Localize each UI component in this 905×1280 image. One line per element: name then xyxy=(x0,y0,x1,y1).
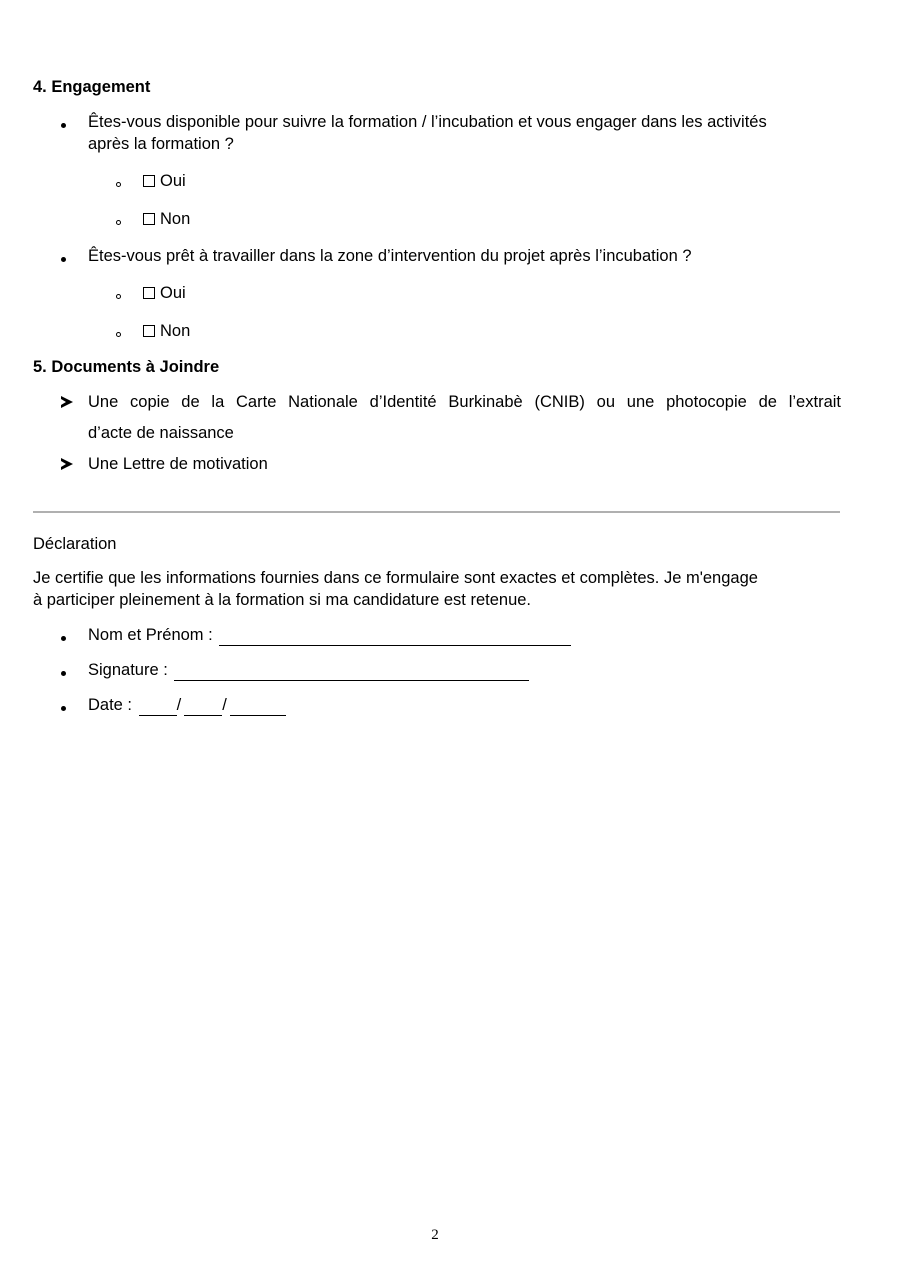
section-5-title: 5. Documents à Joindre xyxy=(33,358,220,376)
sub-bullet xyxy=(116,332,121,337)
question-availability: Êtes-vous disponible pour suivre la formation / l’incubation et vous engager dans les activités xyxy=(88,113,767,131)
declaration-heading: Déclaration xyxy=(33,535,117,553)
document-motivation-letter: Une Lettre de motivation xyxy=(88,455,268,473)
declaration-text-cont: à participer pleinement à la formation si ma candidature est retenue. xyxy=(33,591,532,609)
arrow-bullet-icon xyxy=(61,396,73,408)
bullet xyxy=(61,671,66,676)
sub-bullet xyxy=(116,220,121,225)
bullet xyxy=(61,636,66,641)
horizontal-divider xyxy=(33,511,840,513)
option-label: Non xyxy=(160,210,191,228)
name-field-blank[interactable] xyxy=(219,628,571,646)
document-cnib-cont: d’acte de naissance xyxy=(88,424,234,442)
date-year-blank[interactable] xyxy=(230,698,286,716)
option-label: Oui xyxy=(160,172,186,190)
section-4-title: 4. Engagement xyxy=(33,78,151,96)
declaration-text: Je certifie que les informations fournies dans ce formulaire sont exactes et complètes. Je m'engage xyxy=(33,569,758,587)
sub-bullet xyxy=(116,294,121,299)
signature-field-label: Signature : xyxy=(88,661,168,679)
sub-bullet xyxy=(116,182,121,187)
date-separator: / xyxy=(176,696,182,714)
bullet xyxy=(61,706,66,711)
option-q2-yes[interactable] xyxy=(143,282,186,304)
bullet xyxy=(61,123,66,128)
checkbox-q2-no[interactable] xyxy=(143,325,155,337)
date-field-label: Date : xyxy=(88,696,133,714)
document-cnib-text: Une copie de la Carte Nationale d’Identité Burkinabè (CNIB) ou une photocopie de l’extrait xyxy=(88,393,841,411)
page-number: 2 xyxy=(431,1227,439,1243)
signature-field-blank[interactable] xyxy=(174,663,529,681)
document-cnib xyxy=(88,391,841,413)
signature-field-row xyxy=(88,659,529,681)
option-q2-no[interactable] xyxy=(143,320,190,342)
date-field-row xyxy=(88,694,286,716)
option-q1-no[interactable] xyxy=(143,208,190,230)
question-availability-cont: après la formation ? xyxy=(88,135,234,153)
name-field-row xyxy=(88,624,571,646)
question-work-zone: Êtes-vous prêt à travailler dans la zone d’intervention du projet après l’incubation ? xyxy=(88,247,692,265)
date-day-blank[interactable] xyxy=(139,698,177,716)
checkbox-q2-yes[interactable] xyxy=(143,287,155,299)
date-month-blank[interactable] xyxy=(184,698,222,716)
option-q1-yes[interactable] xyxy=(143,170,186,192)
date-separator: / xyxy=(222,696,227,714)
bullet xyxy=(61,257,66,262)
option-label: Oui xyxy=(160,284,186,302)
option-label: Non xyxy=(160,322,191,340)
name-field-label: Nom et Prénom : xyxy=(88,626,213,644)
checkbox-q1-yes[interactable] xyxy=(143,175,155,187)
arrow-bullet-icon xyxy=(61,458,73,470)
checkbox-q1-no[interactable] xyxy=(143,213,155,225)
